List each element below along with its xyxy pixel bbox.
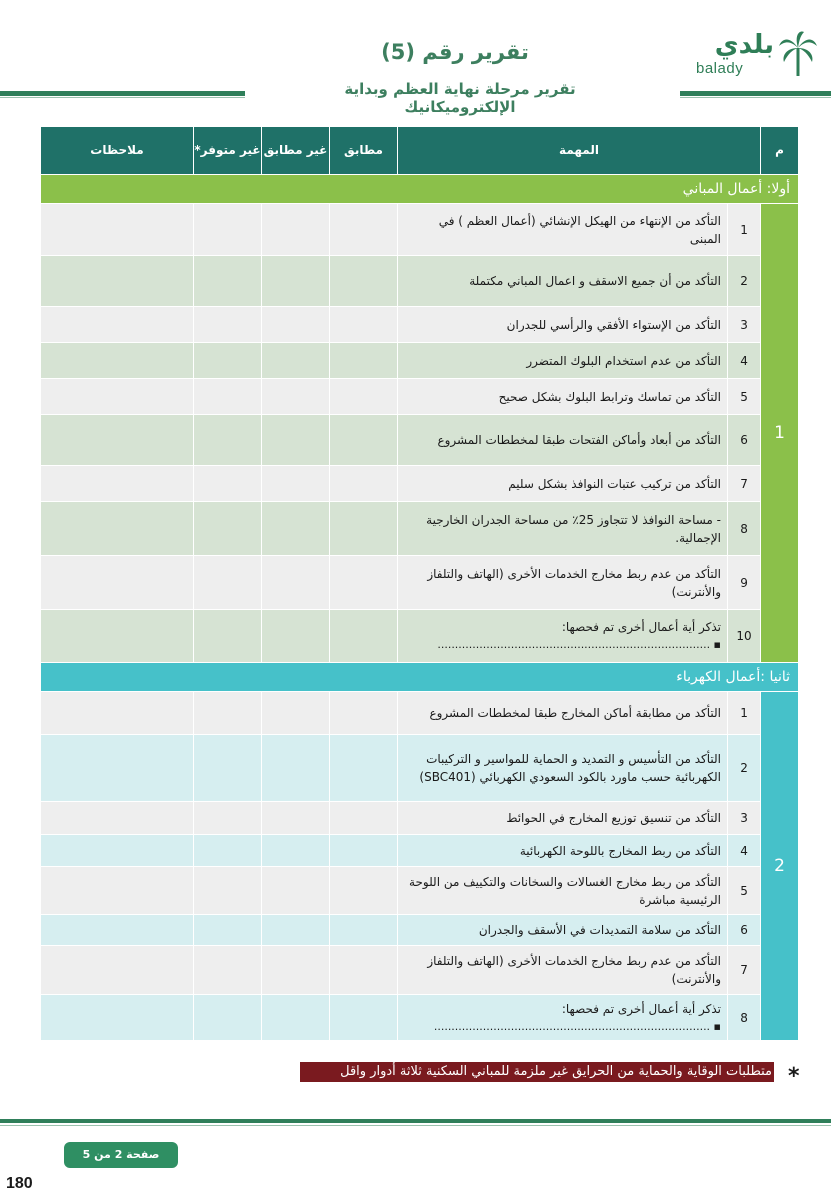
section-heading-electrical: ثانيا :أعمال الكهرباء	[41, 663, 799, 692]
cell-notes[interactable]	[41, 502, 194, 556]
row-task: - مساحة النوافذ لا تتجاوز 25٪ من مساحة الجدران الخارجية الإجمالية.	[398, 502, 728, 556]
row-number: 7	[728, 946, 761, 995]
row-task: التأكد من مطابقة أماكن المخارج طبقا لمخططات المشروع	[398, 692, 728, 735]
table-row	[41, 867, 799, 915]
cell-nomatch[interactable]	[262, 610, 330, 663]
row-number: 1	[728, 692, 761, 735]
row-number: 2	[728, 256, 761, 307]
cell-notes[interactable]	[41, 556, 194, 610]
table-row	[41, 379, 799, 415]
table-row	[41, 995, 799, 1041]
palm-tree-icon	[778, 30, 818, 78]
cell-na[interactable]	[194, 802, 262, 835]
cell-notes[interactable]	[41, 802, 194, 835]
col-nomatch: غير مطابق	[262, 127, 330, 175]
cell-notes[interactable]	[41, 995, 194, 1041]
table-row	[41, 466, 799, 502]
cell-match[interactable]	[330, 946, 398, 995]
cell-notes[interactable]	[41, 835, 194, 867]
row-task-text: تذكر أية أعمال أخرى تم فحصها:	[561, 1001, 722, 1016]
group-number: 2	[761, 692, 799, 1041]
row-number: 4	[728, 835, 761, 867]
cell-nomatch[interactable]	[262, 995, 330, 1041]
cell-nomatch[interactable]	[262, 735, 330, 802]
cell-match[interactable]	[330, 256, 398, 307]
cell-notes[interactable]	[41, 379, 194, 415]
row-number: 2	[728, 735, 761, 802]
cell-na[interactable]	[194, 915, 262, 946]
cell-na[interactable]	[194, 867, 262, 915]
cell-match[interactable]	[330, 502, 398, 556]
report-title: تقرير رقم (5)	[381, 40, 529, 64]
table-row	[41, 835, 799, 867]
table-row	[41, 610, 799, 663]
row-task: التأكد من تماسك وترابط البلوك بشكل صحيح	[398, 379, 728, 415]
table-row	[41, 946, 799, 995]
cell-na[interactable]	[194, 610, 262, 663]
row-number: 3	[728, 802, 761, 835]
row-task-dots: ▪ ..............................................................................	[437, 638, 722, 651]
cell-nomatch[interactable]	[262, 379, 330, 415]
cell-na[interactable]	[194, 556, 262, 610]
cell-match[interactable]	[330, 802, 398, 835]
row-task: التأكد من التأسيس و التمديد و الحماية للمواسير و التركيبات الكهربائية حسب ماورد بالكود السعودي الكهربائي (SBC401)	[398, 735, 728, 802]
cell-notes[interactable]	[41, 915, 194, 946]
cell-notes[interactable]	[41, 735, 194, 802]
row-number: 8	[728, 995, 761, 1041]
row-task: التأكد من عدم ربط مخارج الخدمات الأخرى (الهاتف والتلفاز والأنترنت)	[398, 556, 728, 610]
table-row	[41, 556, 799, 610]
row-task: التأكد من تنسيق توزيع المخارج في الحوائط	[398, 802, 728, 835]
row-number: 3	[728, 307, 761, 343]
cell-nomatch[interactable]	[262, 256, 330, 307]
cell-match[interactable]	[330, 915, 398, 946]
cell-na[interactable]	[194, 946, 262, 995]
row-number: 8	[728, 502, 761, 556]
group-number: 1	[761, 204, 799, 663]
row-task: التأكد من سلامة التمديدات في الأسقف والجدران	[398, 915, 728, 946]
cell-match[interactable]	[330, 692, 398, 735]
cell-nomatch[interactable]	[262, 692, 330, 735]
balady-logo	[694, 30, 818, 82]
cell-match[interactable]	[330, 735, 398, 802]
cell-na[interactable]	[194, 343, 262, 379]
cell-nomatch[interactable]	[262, 946, 330, 995]
cell-na[interactable]	[194, 995, 262, 1041]
cell-match[interactable]	[330, 835, 398, 867]
footnote-text: متطلبات الوقاية والحماية من الحرايق غير ملزمة للمباني السكنية ثلاثة أدوار واقل	[300, 1062, 774, 1082]
page-number: 180	[6, 1175, 33, 1192]
cell-na[interactable]	[194, 379, 262, 415]
table-header-row	[41, 127, 799, 175]
table-row	[41, 256, 799, 307]
cell-na[interactable]	[194, 835, 262, 867]
cell-nomatch[interactable]	[262, 204, 330, 256]
header-thin-rule-left	[0, 97, 245, 98]
col-na: غير متوفر*	[194, 127, 262, 175]
col-num: م	[761, 127, 799, 175]
cell-nomatch[interactable]	[262, 556, 330, 610]
footnote-star: *	[788, 1064, 800, 1089]
cell-notes[interactable]	[41, 343, 194, 379]
table-row	[41, 204, 799, 256]
row-number: 7	[728, 466, 761, 502]
row-task-dots: ▪ ...............................................................................	[433, 1019, 722, 1033]
cell-notes[interactable]	[41, 256, 194, 307]
cell-nomatch[interactable]	[262, 307, 330, 343]
cell-na[interactable]	[194, 415, 262, 466]
cell-match[interactable]	[330, 867, 398, 915]
page-indicator: صفحة 2 من 5	[64, 1142, 178, 1168]
cell-nomatch[interactable]	[262, 915, 330, 946]
table-row	[41, 502, 799, 556]
row-task: التأكد من عدم ربط مخارج الخدمات الأخرى (الهاتف والتلفاز والأنترنت)	[398, 946, 728, 995]
cell-notes[interactable]	[41, 610, 194, 663]
cell-notes[interactable]	[41, 204, 194, 256]
report-subtitle: تقرير مرحلة نهاية العظم وبداية الإلكتروميكانيك	[344, 80, 576, 116]
cell-nomatch[interactable]	[262, 466, 330, 502]
cell-nomatch[interactable]	[262, 502, 330, 556]
table-row	[41, 802, 799, 835]
cell-match[interactable]	[330, 379, 398, 415]
row-task: التأكد من عدم استخدام البلوك المتضرر	[398, 343, 728, 379]
table-row	[41, 692, 799, 735]
row-number: 6	[728, 415, 761, 466]
cell-nomatch[interactable]	[262, 802, 330, 835]
col-match: مطابق	[330, 127, 398, 175]
cell-nomatch[interactable]	[262, 835, 330, 867]
cell-notes[interactable]	[41, 415, 194, 466]
table-row	[41, 915, 799, 946]
row-number: 4	[728, 343, 761, 379]
cell-na[interactable]	[194, 256, 262, 307]
cell-match[interactable]	[330, 343, 398, 379]
cell-match[interactable]	[330, 995, 398, 1041]
cell-nomatch[interactable]	[262, 867, 330, 915]
cell-na[interactable]	[194, 735, 262, 802]
row-task	[398, 610, 728, 663]
cell-notes[interactable]	[41, 307, 194, 343]
col-notes: ملاحظات	[41, 127, 194, 175]
cell-match[interactable]	[330, 556, 398, 610]
cell-match[interactable]	[330, 204, 398, 256]
table-row	[41, 415, 799, 466]
cell-match[interactable]	[330, 610, 398, 663]
table-row	[41, 343, 799, 379]
row-task: التأكد من تركيب عتبات النوافذ بشكل سليم	[398, 466, 728, 502]
row-task: التأكد من أن جميع الاسقف و اعمال المباني مكتملة	[398, 256, 728, 307]
section-heading-buildings: أولا: أعمال المباني	[41, 175, 799, 204]
cell-notes[interactable]	[41, 466, 194, 502]
row-number: 6	[728, 915, 761, 946]
logo-arabic-text: بلدي	[714, 30, 774, 60]
cell-nomatch[interactable]	[262, 343, 330, 379]
cell-match[interactable]	[330, 466, 398, 502]
row-number: 10	[728, 610, 761, 663]
footer-thin-rule	[0, 1125, 831, 1126]
row-task: التأكد من ربط المخارج باللوحة الكهربائية	[398, 835, 728, 867]
row-number: 9	[728, 556, 761, 610]
row-number: 5	[728, 379, 761, 415]
cell-match[interactable]	[330, 307, 398, 343]
col-task: المهمة	[398, 127, 761, 175]
table-row	[41, 307, 799, 343]
cell-match[interactable]	[330, 415, 398, 466]
row-task: التأكد من الإستواء الأفقي والرأسي للجدران	[398, 307, 728, 343]
row-number: 1	[728, 204, 761, 256]
cell-nomatch[interactable]	[262, 415, 330, 466]
cell-na[interactable]	[194, 466, 262, 502]
table-row	[41, 735, 799, 802]
cell-notes[interactable]	[41, 692, 194, 735]
cell-notes[interactable]	[41, 946, 194, 995]
cell-notes[interactable]	[41, 867, 194, 915]
cell-na[interactable]	[194, 307, 262, 343]
row-task: التأكد من الإنتهاء من الهيكل الإنشائي (أعمال العظم ) في المبنى	[398, 204, 728, 256]
logo-latin-text: balady	[696, 60, 744, 77]
footer-rule	[0, 1119, 831, 1123]
cell-na[interactable]	[194, 204, 262, 256]
row-task: التأكد من ربط مخارج الغسالات والسخانات والتكييف من اللوحة الرئيسية مباشرة	[398, 867, 728, 915]
row-number: 5	[728, 867, 761, 915]
row-task	[398, 995, 728, 1041]
cell-na[interactable]	[194, 692, 262, 735]
row-task: التأكد من أبعاد وأماكن الفتحات طبقا لمخططات المشروع	[398, 415, 728, 466]
header-rule-right	[680, 91, 831, 96]
row-task-text: تذكر أية أعمال أخرى تم فحصها:	[561, 620, 722, 634]
header-rule-left	[0, 91, 245, 96]
header-thin-rule-right	[680, 97, 831, 98]
inspection-table	[40, 126, 799, 1041]
cell-na[interactable]	[194, 502, 262, 556]
